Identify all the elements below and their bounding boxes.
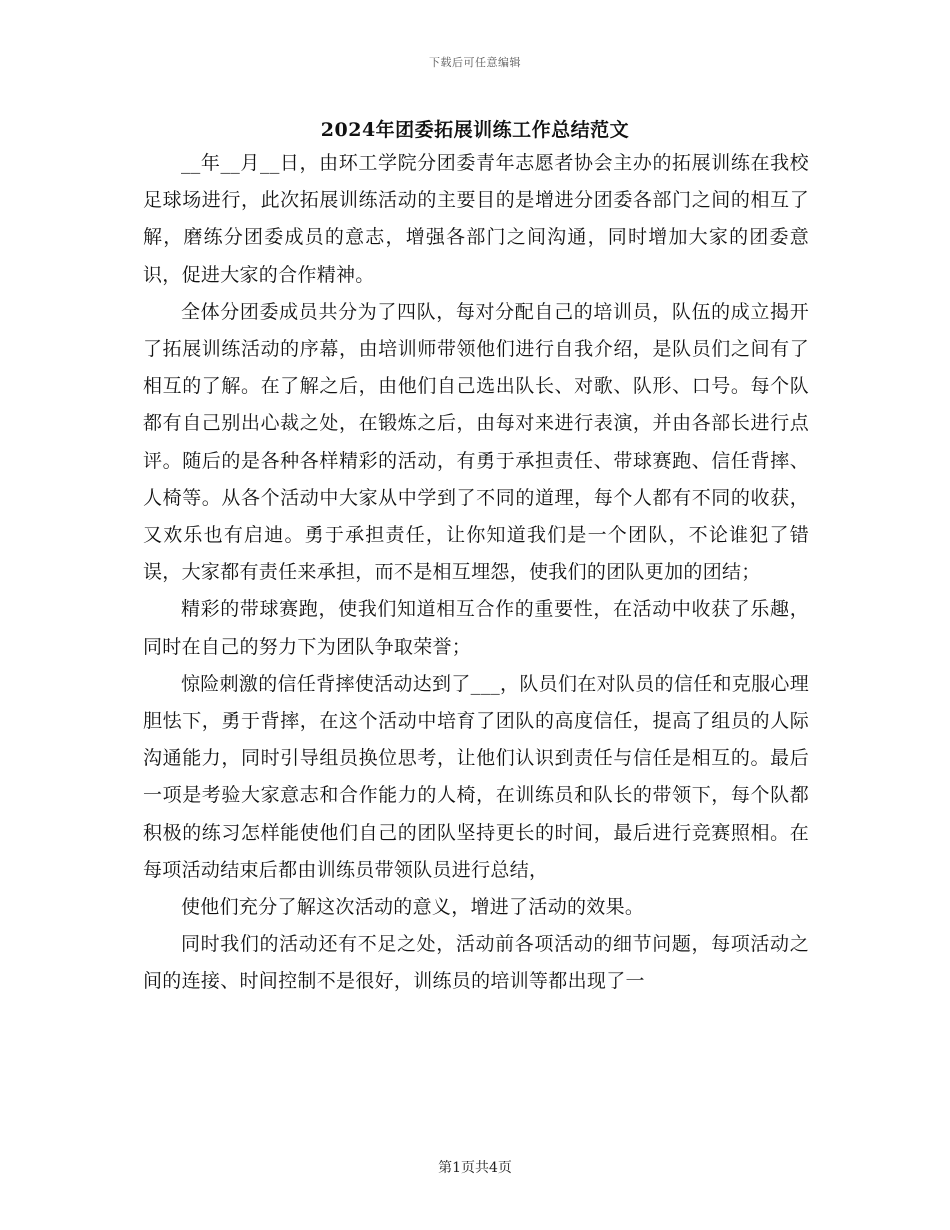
paragraph-1: __年__月__日，由环工学院分团委青年志愿者协会主办的拓展训练在我校足球场进行，此次拓展训练活动的主要目的是增进分团委各部门之间的相互了解，磨练分团委成员的意志，增强各部门之间沟通，同时增加大家的团委意识，促进大家的合作精神。 xyxy=(143,152,809,286)
paragraph-3: 精彩的带球赛跑，使我们知道相互合作的重要性，在活动中收获了乐趣，同时在自己的努力下为团队争取荣誉； xyxy=(143,598,809,658)
header-note: 下载后可任意编辑 xyxy=(429,56,521,69)
document-body xyxy=(143,145,809,1001)
page-number: 第1页共4页 xyxy=(438,1160,512,1176)
paragraph-4: 惊险刺激的信任背摔使活动达到了___，队员们在对队员的信任和克服心理胆怯下，勇于背摔，在这个活动中培育了团队的高度信任，提高了组员的人际沟通能力，同时引导组员换位思考，让他们认识到责任与信任是相互的。最后一项是考验大家意志和合作能力的人椅，在训练员和队长的带领下，每个队都积极的练习怎样能使他们自己的团队坚持更长的时间，最后进行竞赛照相。在每项活动结束后都由训练员带领队员进行总结， xyxy=(143,672,809,881)
paragraph-5: 使他们充分了解这次活动的意义，增进了活动的效果。 xyxy=(181,896,645,919)
document-title: 2024年团委拓展训练工作总结范文 xyxy=(320,119,630,141)
paragraph-2: 全体分团委成员共分为了四队，每对分配自己的培训员，队伍的成立揭开了拓展训练活动的序幕，由培训师带领他们进行自我介绍，是队员们之间有了相互的了解。在了解之后，由他们自己选出队长、对歌、队形、口号。每个队都有自己别出心裁之处，在锻炼之后，由每对来进行表演，并由各部长进行点评。随后的是各种各样精彩的活动，有勇于承担责任、带球赛跑、信任背摔、人椅等。从各个活动中大家从中学到了不同的道理，每个人都有不同的收获，又欢乐也有启迪。勇于承担责任，让你知道我们是一个团队，不论谁犯了错误，大家都有责任来承担，而不是相互埋怨，使我们的团队更加的团结； xyxy=(143,300,809,584)
paragraph-6: 同时我们的活动还有不足之处，活动前各项活动的细节问题，每项活动之间的连接、时间控制不是很好，训练员的培训等都出现了一 xyxy=(143,933,809,993)
